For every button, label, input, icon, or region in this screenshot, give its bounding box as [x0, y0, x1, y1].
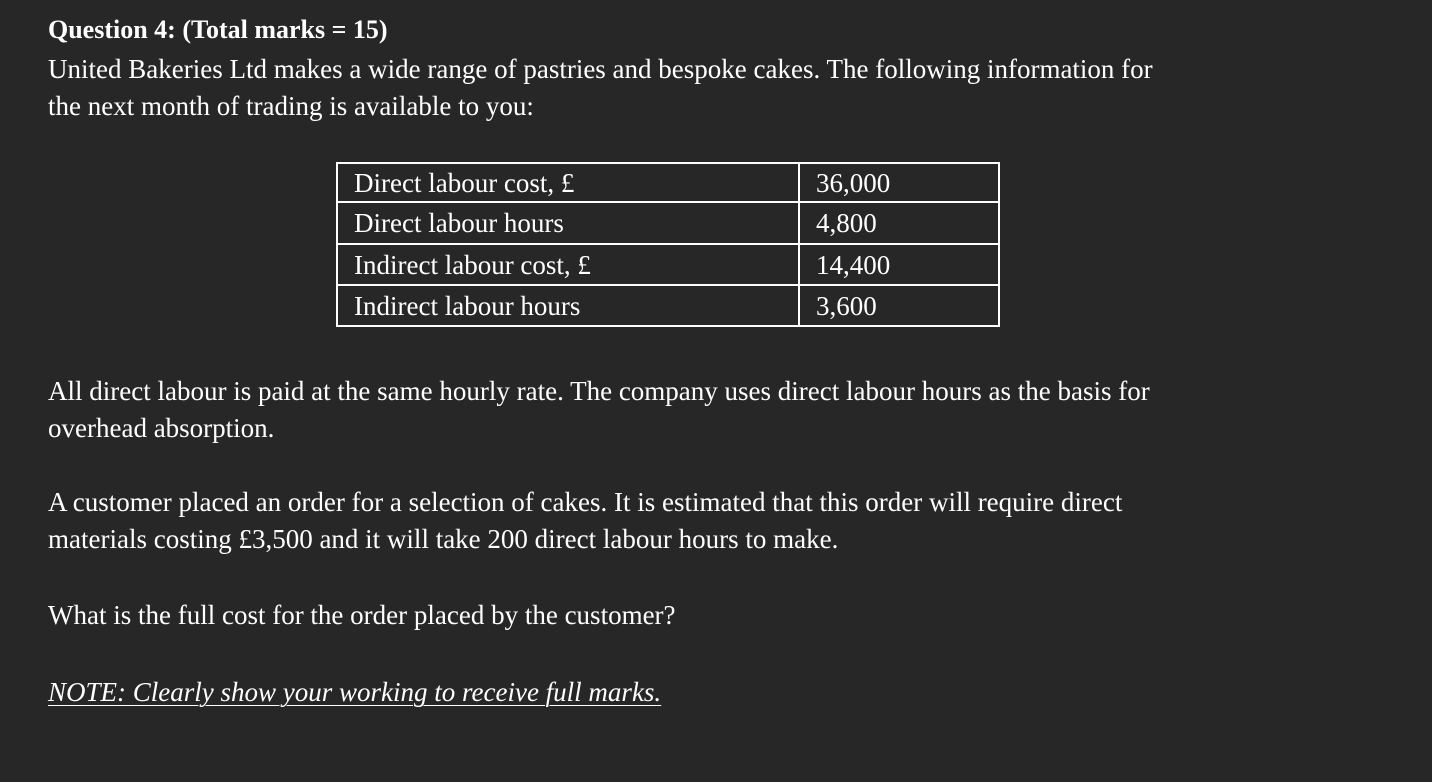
intro-paragraph [48, 51, 1308, 125]
order-paragraph [48, 484, 1308, 558]
table-row [337, 202, 999, 244]
row-label: Direct labour cost, £ [337, 163, 799, 202]
row-value: 3,600 [799, 285, 999, 326]
paragraph-line: A customer placed an order for a selection of cakes. It is estimated that this order will require direct [48, 487, 1123, 517]
row-label: Direct labour hours [337, 202, 799, 244]
row-value: 36,000 [799, 163, 999, 202]
row-label: Indirect labour hours [337, 285, 799, 326]
question-title: Question 4: (Total marks = 15) [48, 15, 388, 44]
intro-line: United Bakeries Ltd makes a wide range of pastries and bespoke cakes. The following information for [48, 54, 1153, 84]
row-value: 4,800 [799, 202, 999, 244]
labour-data-table [336, 162, 1000, 327]
intro-line: the next month of trading is available to you: [48, 91, 534, 121]
paragraph-line: materials costing £3,500 and it will take 200 direct labour hours to make. [48, 524, 839, 554]
working-note: NOTE: Clearly show your working to receive full marks. [48, 677, 662, 707]
row-label: Indirect labour cost, £ [337, 244, 799, 285]
direct-labour-paragraph [48, 373, 1308, 447]
question-prompt: What is the full cost for the order placed by the customer? [48, 600, 676, 630]
paragraph-line: All direct labour is paid at the same hourly rate. The company uses direct labour hours as the basis for [48, 376, 1150, 406]
table-row [337, 244, 999, 285]
paragraph-line: overhead absorption. [48, 413, 275, 443]
table-row [337, 285, 999, 326]
row-value: 14,400 [799, 244, 999, 285]
table-row [337, 163, 999, 202]
